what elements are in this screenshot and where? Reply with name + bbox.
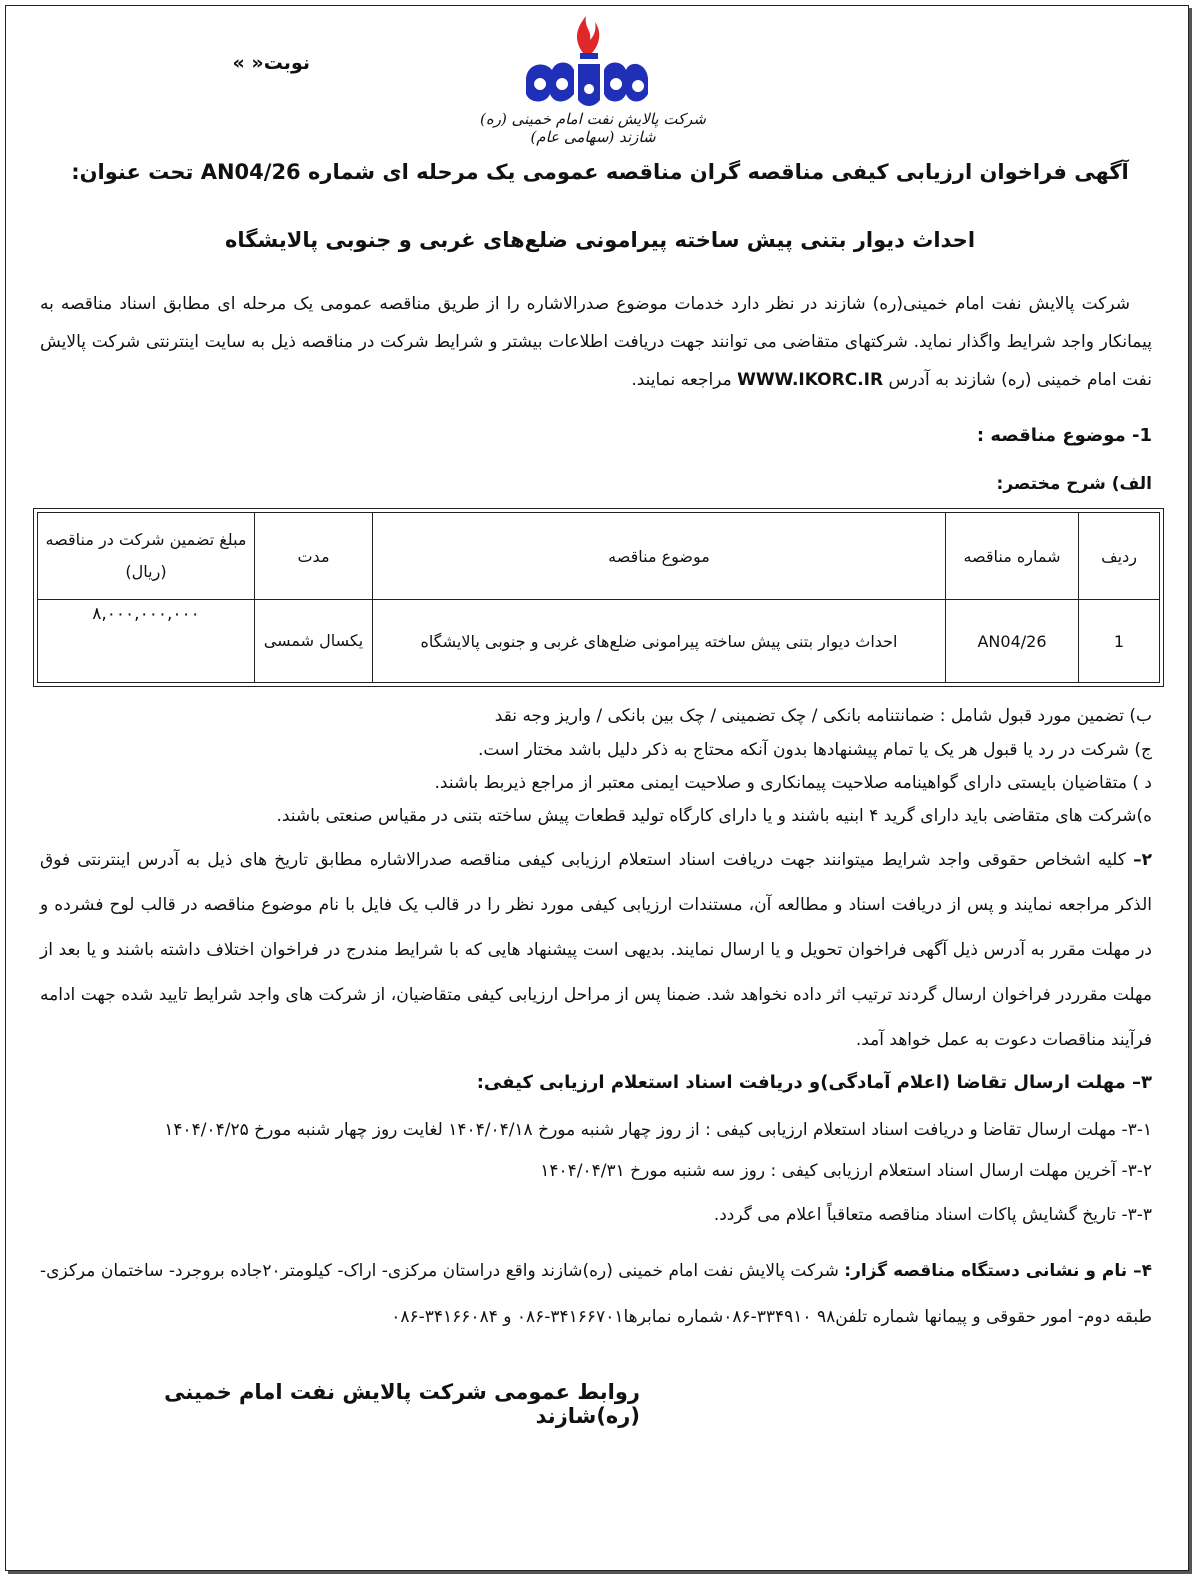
section4-title: ۴– نام و نشانی دستگاه مناقصه گزار:: [844, 1261, 1152, 1281]
section2-paragraph: [40, 838, 1152, 1063]
section1-subtitle: الف) شرح مختصر:: [996, 474, 1152, 494]
section1-title: 1- موضوع مناقصه :: [976, 425, 1152, 446]
header-subject: موضوع مناقصه: [373, 513, 946, 600]
cell-row-number: 1: [1079, 600, 1160, 683]
section4-text: شرکت پالایش نفت امام خمینی (ره)شازند واقع دراستان مرکزی- اراک- کیلومتر۲۰جاده بروجرد- ساختمان مرکزی- طبقه دوم- امور حقوقی و پیمانها شماره تلفن۹۸ ۳۳۴۹۱۰-۰۸۶شماره نمابرها۳۴۱۶۶۷۰۱-۰۸۶ و ۳۴۱۶۶۰۸۴-۰۸۶: [40, 1261, 1152, 1327]
logo-caption: شرکت پالایش نفت امام خمینی (ره) شازند (سهامی عام): [479, 110, 706, 146]
tender-table: [37, 512, 1160, 683]
cell-duration: یکسال شمسی: [255, 600, 373, 683]
section3-item3: ۳-۳- تاریخ گشایش پاکات اسناد مناقصه متعاقباً اعلام می گردد.: [713, 1205, 1152, 1225]
condition-h: ه)شرکت های متقاضی باید دارای گرید ۴ ابنیه باشند و یا دارای کارگاه تولید قطعات پیش ساخته بتنی در مقیاس صنعتی باشند.: [276, 806, 1152, 826]
website-link[interactable]: WWW.IKORC.IR: [737, 370, 884, 390]
nobat-label: نوبت« »: [232, 52, 310, 74]
header-guarantee: مبلغ تضمین شرکت در مناقصه (ریال): [38, 513, 255, 600]
table-row: [38, 600, 1160, 683]
condition-j: ج) شرکت در رد یا قبول هر یک یا تمام پیشنهادها بدون آنکه محتاج به ذکر دلیل باشد مختار است.: [478, 740, 1152, 760]
refinery-logo-icon: [460, 8, 720, 118]
cell-tender-number: AN04/26: [946, 600, 1079, 683]
condition-d: د ) متقاضیان بایستی دارای گواهینامه صلاحیت پیمانکاری و صلاحیت ایمنی معتبر از مراجع ذیربط باشند.: [434, 773, 1152, 793]
intro-text-end: مراجعه نمایند.: [631, 370, 732, 390]
section3-title: ۳– مهلت ارسال تقاضا (اعلام آمادگی)و دریافت اسناد استعلام ارزیابی کیفی:: [476, 1072, 1152, 1093]
condition-b: ب) تضمین مورد قبول شامل : ضمانتنامه بانکی / چک تضمینی / چک بین بانکی / واریز وجه نقد: [494, 706, 1152, 726]
section3-item1: ۳-۱- مهلت ارسال تقاضا و دریافت اسناد استعلام ارزیابی کیفی : از روز چهار شنبه مورخ ۱۴۰۴/۰۴/۱۸ لغایت روز چهار شنبه مورخ ۱۴۰۴/۰۴/۲۵: [164, 1120, 1152, 1140]
announcement-title: آگهی فراخوان ارزیابی کیفی مناقصه گران مناقصه عمومی یک مرحله ای شماره AN04/26 تحت عنوان:: [71, 160, 1129, 184]
intro-paragraph: [40, 285, 1152, 399]
header-row-number: ردیف: [1079, 513, 1160, 600]
section2-text: کلیه اشخاص حقوقی واجد شرایط میتوانند جهت دریافت اسناد استعلام ارزیابی کیفی مناقصه صدرالاشاره مطابق تاریخ های ذیل به آدرس اینترنتی فوق الذکر مراجعه نمایند و پس از دریافت اسناد و مطالعه آن، مستندات ارزیابی کیفی مورد نظر را در قالب یک فایل با نام موضوع مناقصه در قالب لوح فشرده و در مهلت مقرر به آدرس ذیل آگهی فراخوان تحویل و یا ارسال نمایند. بدیهی است پیشنهاد هایی که با شرایط مندرج در فراخوان اختلاف داشته باشند و یا بعد از مهلت مقرردر فراخوان ارسال گردند ترتیب اثر داده نخواهد شد. ضمنا پس از مراحل ارزیابی کیفی متقاضیان، از شرکت های واجد شرایط تایید شده جهت ادامه فرآیند مناقصات دعوت به عمل خواهد آمد.: [40, 850, 1152, 1050]
section3-item2: ۳-۲- آخرین مهلت ارسال اسناد استعلام ارزیابی کیفی : روز سه شنبه مورخ ۱۴۰۴/۰۴/۳۱: [540, 1161, 1152, 1181]
table-header-row: [38, 513, 1160, 600]
cell-subject: احداث دیوار بتنی پیش ساخته پیرامونی ضلع‌های غربی و جنوبی پالایشگاه: [373, 600, 946, 683]
project-title: احداث دیوار بتنی پیش ساخته پیرامونی ضلع‌های غربی و جنوبی پالایشگاه: [224, 228, 976, 252]
cell-guarantee: ۸,۰۰۰,۰۰۰,۰۰۰: [38, 600, 255, 683]
section4-paragraph: [40, 1248, 1152, 1340]
section2-number: ۲–: [1133, 850, 1152, 870]
header-duration: مدت: [255, 513, 373, 600]
header-tender-number: شماره مناقصه: [946, 513, 1079, 600]
intro-text: شرکت پالایش نفت امام خمینی(ره) شازند در نظر دارد خدمات موضوع صدرالاشاره را از طریق مناقصه عمومی یک مرحله ای مطابق اسناد مناقصه به پیمانکار واجد شرایط واگذار نماید. شرکتهای متقاضی می توانند جهت دریافت اطلاعات بیشتر و شرایط شرکت در مناقصه ذیل به سایت اینترنتی شرکت پالایش نفت امام خمینی (ره) شازند به آدرس: [40, 294, 1152, 390]
public-relations-signature: روابط عمومی شرکت پالایش نفت امام خمینی (ره)شازند: [164, 1380, 640, 1428]
